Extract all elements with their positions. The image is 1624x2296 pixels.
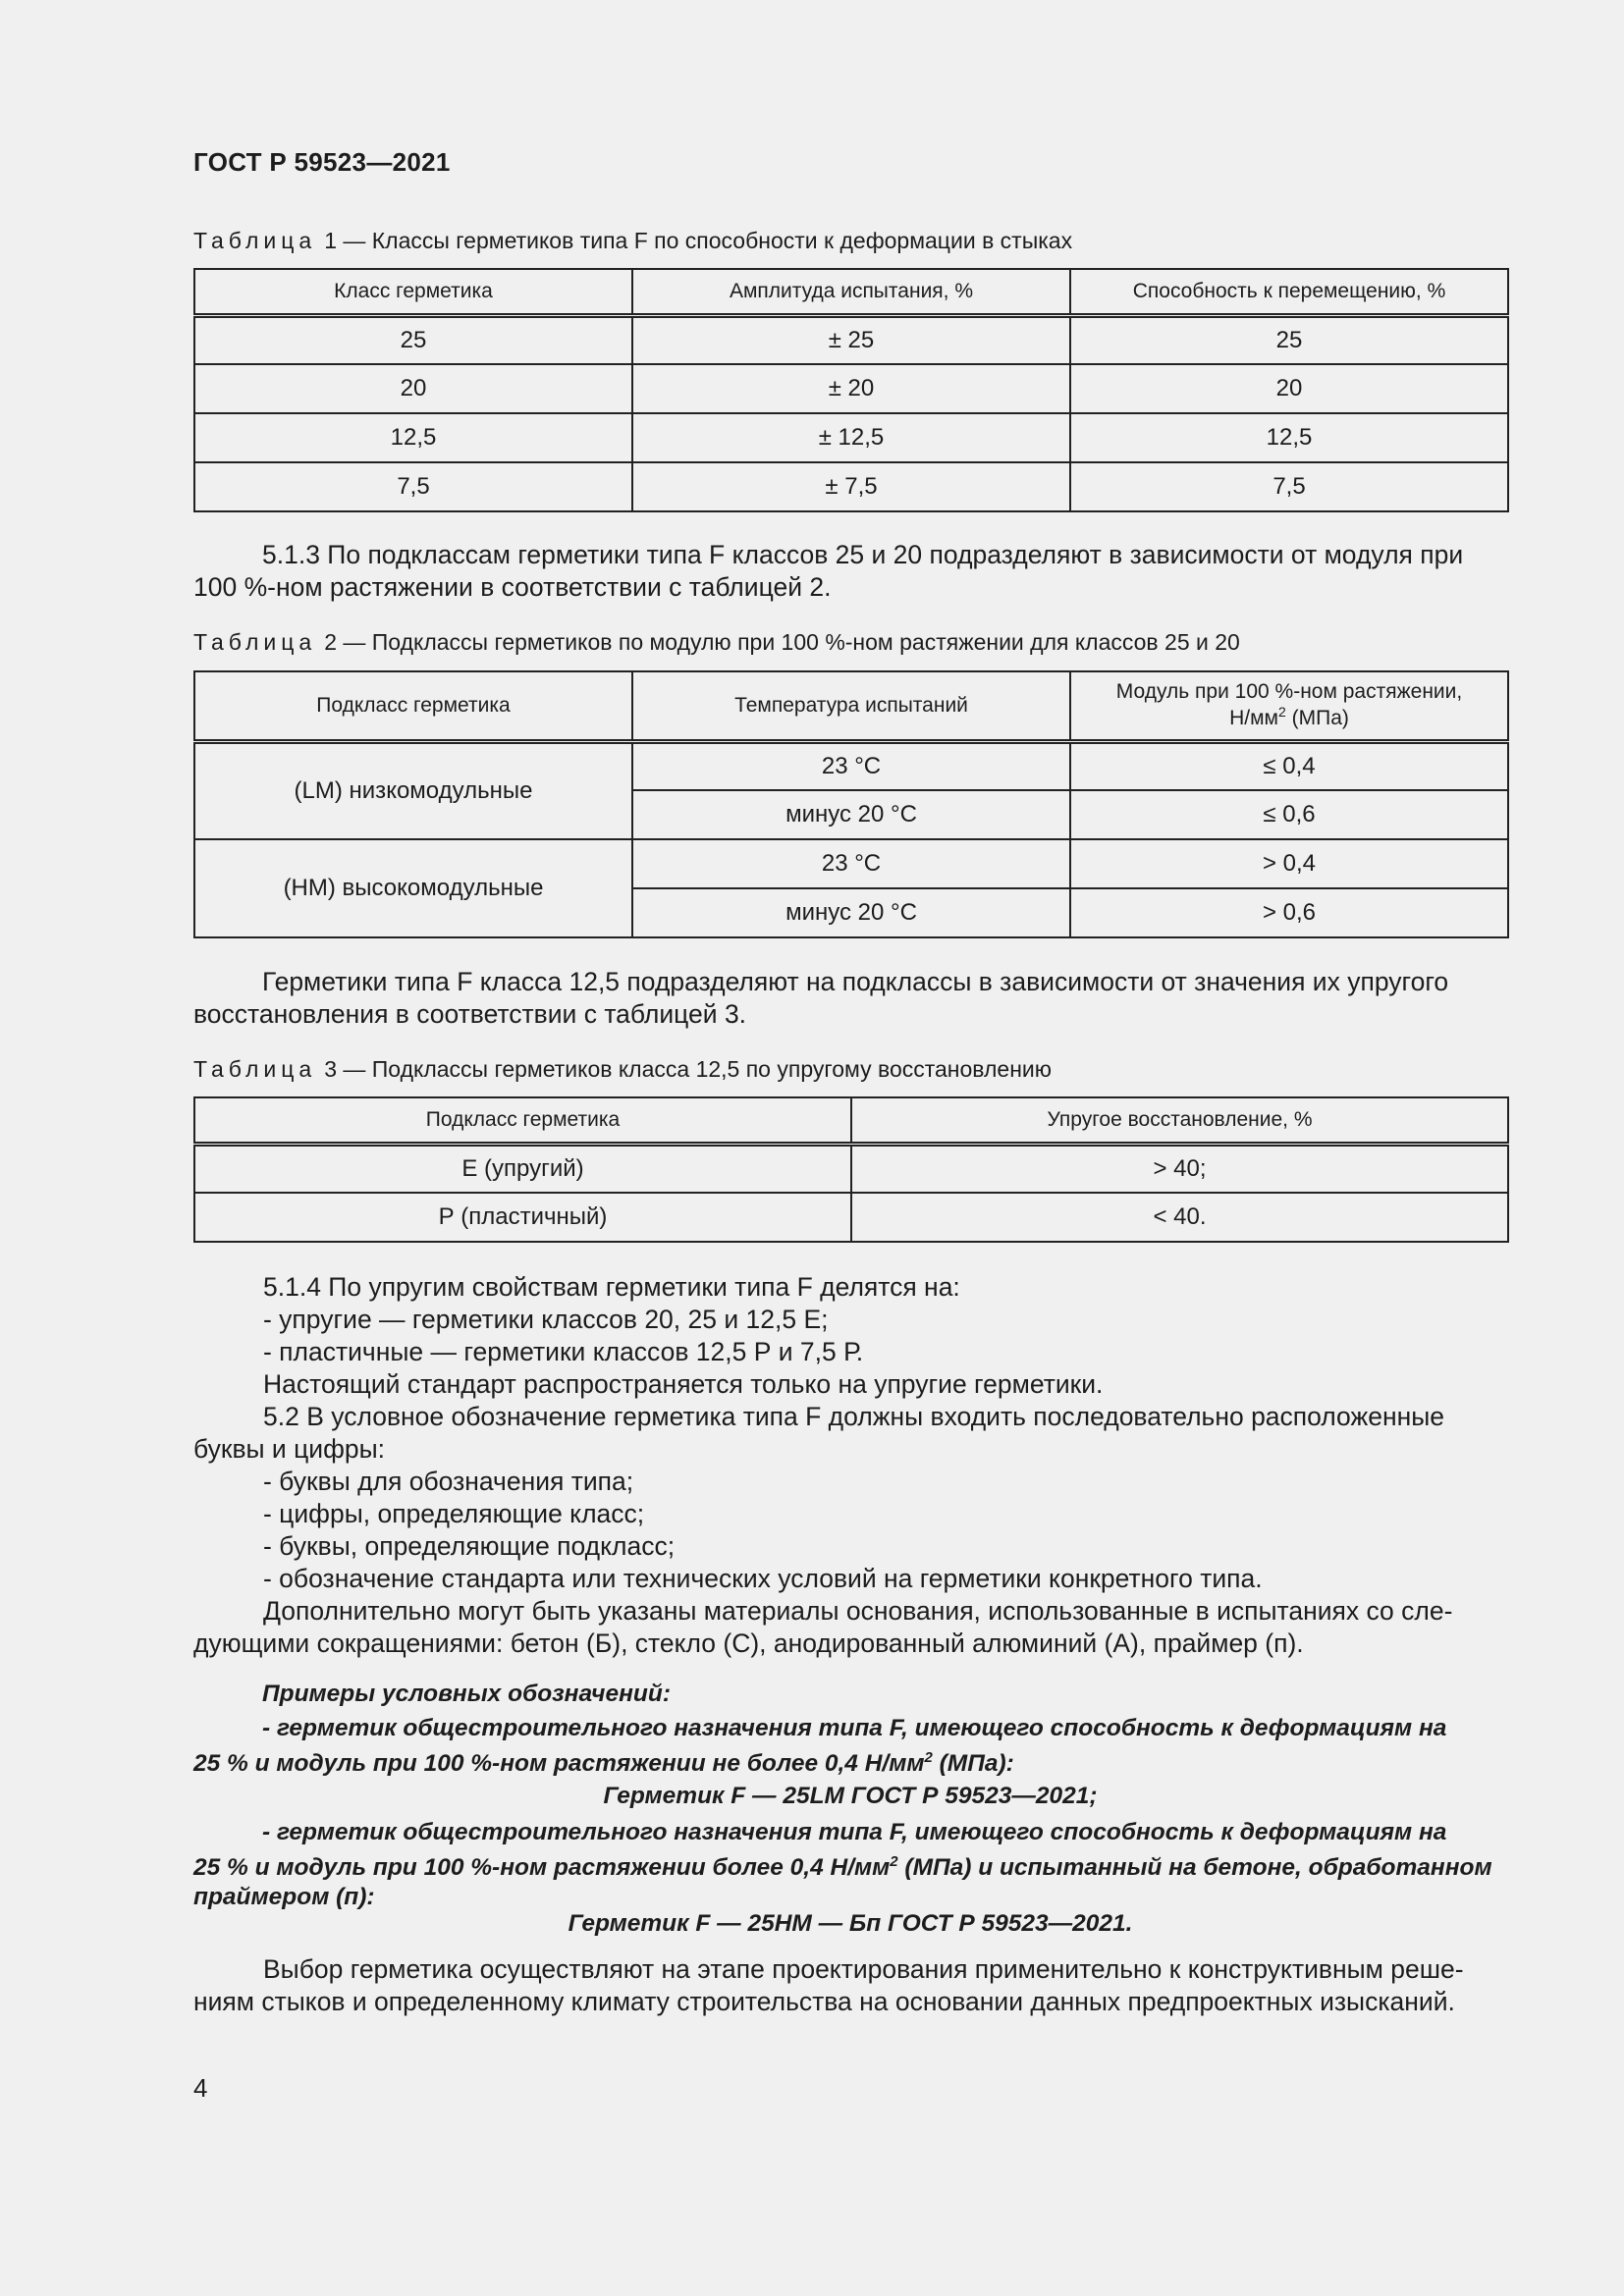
column-header: Температура испытаний: [632, 671, 1070, 741]
text-line: восстановления в соответствии с таблицей 3.: [193, 999, 747, 1029]
paragraph-class-12-5: [193, 966, 1507, 1031]
table-group-cell: (LM) низкомодульные: [194, 741, 632, 839]
table-cell: 25: [1070, 315, 1508, 364]
table-group-cell: (НМ) высокомодульные: [194, 839, 632, 937]
table-cell: ± 7,5: [632, 462, 1070, 511]
superscript: 2: [924, 1749, 933, 1766]
table-cell: 23 °С: [632, 839, 1070, 888]
table-row: [194, 1193, 1508, 1242]
example-line: - герметик общестроительного назначения типа F, имеющего способность к деформациям на: [262, 1819, 1447, 1845]
column-header-line: Модуль при 100 %-ном растяжении,: [1115, 680, 1463, 704]
table-cell: 7,5: [194, 462, 632, 511]
table-caption-word: Таблица: [193, 629, 317, 655]
example-1: [193, 1714, 1507, 1779]
page-number: 4: [193, 2073, 208, 2103]
list-item: - буквы, определяющие подкласс;: [263, 1531, 676, 1561]
table-cell: 20: [1070, 364, 1508, 413]
example-1-code: Герметик F — 25LM ГОСТ Р 59523—2021;: [603, 1783, 1098, 1809]
table-cell: 7,5: [1070, 462, 1508, 511]
list-item: - пластичные — герметики классов 12,5 Р и 7,5 Р.: [263, 1337, 864, 1366]
table-cell: > 0,6: [1070, 888, 1508, 937]
example-text: 25 % и модуль при 100 %-ном растяжении более 0,4 Н/мм: [193, 1854, 891, 1882]
column-header: Амплитуда испытания, %: [632, 269, 1070, 315]
table-cell: 25: [194, 315, 632, 364]
column-header: Упругое восстановление, %: [851, 1097, 1508, 1144]
list-item: - упругие — герметики классов 20, 25 и 12,5 Е;: [263, 1305, 829, 1334]
table-caption-text: 1 — Классы герметиков типа F по способности к деформации в стыках: [324, 228, 1073, 253]
superscript: 2: [1277, 704, 1286, 721]
table-cell: < 40.: [851, 1193, 1508, 1242]
table-cell: 12,5: [194, 413, 632, 462]
table-caption-word: Таблица: [193, 1056, 317, 1082]
text-line: 5.1.3 По подклассам герметики типа F классов 25 и 20 подразделяют в зависимости от модуля при: [262, 540, 1464, 569]
table-row: [194, 839, 1508, 888]
table-caption-text: 2 — Подклассы герметиков по модулю при 100 %-ном растяжении для классов 25 и 20: [324, 629, 1240, 655]
column-header: Класс герметика: [194, 269, 632, 315]
final-paragraph-line: ниям стыков и определенному климату строительства на основании данных предпроектных изысканий.: [193, 1987, 1455, 2016]
table-cell: 20: [194, 364, 632, 413]
text-line: Герметики типа F класса 12,5 подразделяют на подклассы в зависимости от значения их упругого: [262, 967, 1449, 996]
table-row: [194, 364, 1508, 413]
table-2: [193, 670, 1509, 938]
table-row: [194, 413, 1508, 462]
examples-heading: Примеры условных обозначений:: [262, 1681, 671, 1707]
table-caption-word: Таблица: [193, 228, 317, 253]
example-2-code: Герметик F — 25НМ — Бп ГОСТ Р 59523—2021.: [568, 1910, 1133, 1937]
table-cell: Е (упругий): [194, 1144, 851, 1193]
paragraph-5-1-4-intro: 5.1.4 По упругим свойствам герметики типа F делятся на:: [263, 1272, 960, 1302]
table-row: [194, 315, 1508, 364]
table-row: [194, 462, 1508, 511]
table-cell: > 40;: [851, 1144, 1508, 1193]
table-cell: ± 25: [632, 315, 1070, 364]
paragraph-5-2-line: буквы и цифры:: [193, 1434, 386, 1464]
table-header-row: [194, 269, 1508, 315]
example-line: праймером (п):: [193, 1884, 375, 1911]
column-header: Способность к перемещению, %: [1070, 269, 1508, 315]
table-cell: ≤ 0,4: [1070, 741, 1508, 790]
paragraph-5-2-line: Дополнительно могут быть указаны материалы основания, использованные в испытаниях со сле-: [263, 1596, 1453, 1626]
scope-note: Настоящий стандарт распространяется только на упругие герметики.: [263, 1369, 1104, 1399]
table-1: [193, 268, 1509, 512]
column-header: Подкласс герметика: [194, 671, 632, 741]
list-item: - обозначение стандарта или технических условий на герметики конкретного типа.: [263, 1564, 1263, 1593]
table-header-row: [194, 671, 1508, 741]
table-1-caption: [193, 228, 1072, 254]
example-line: [193, 1743, 1507, 1779]
column-header-unit: Н/мм: [1229, 707, 1278, 730]
table-cell: Р (пластичный): [194, 1193, 851, 1242]
table-caption-text: 3 — Подклассы герметиков класса 12,5 по упругому восстановлению: [324, 1056, 1053, 1082]
table-cell: > 0,4: [1070, 839, 1508, 888]
example-text: (МПа) и испытанный на бетоне, обработанном: [897, 1854, 1492, 1882]
column-header-unit: (МПа): [1285, 707, 1349, 730]
table-cell: 12,5: [1070, 413, 1508, 462]
final-paragraph-line: Выбор герметика осуществляют на этапе проектирования применительно к конструктивным реше-: [263, 1954, 1464, 1984]
example-line: [193, 1847, 1507, 1883]
table-cell: ≤ 0,6: [1070, 790, 1508, 839]
table-3: [193, 1096, 1509, 1243]
table-3-caption: [193, 1056, 1052, 1083]
superscript: 2: [890, 1853, 898, 1870]
paragraph-5-1-3: [193, 539, 1507, 604]
table-cell: ± 12,5: [632, 413, 1070, 462]
table-cell: ± 20: [632, 364, 1070, 413]
example-line: - герметик общестроительного назначения типа F, имеющего способность к деформациям на: [262, 1715, 1447, 1741]
text-line: 100 %-ном растяжении в соответствии с таблицей 2.: [193, 572, 832, 602]
table-2-caption: [193, 629, 1240, 656]
table-cell: 23 °С: [632, 741, 1070, 790]
column-header: [1070, 671, 1508, 741]
example-text: (МПа):: [932, 1750, 1014, 1778]
paragraph-5-2-line: дующими сокращениями: бетон (Б), стекло (С), анодированный алюминий (А), праймер (п).: [193, 1629, 1304, 1658]
paragraph-5-2-line: 5.2 В условное обозначение герметика типа F должны входить последовательно расположенные: [263, 1402, 1445, 1431]
column-header: Подкласс герметика: [194, 1097, 851, 1144]
document-header: ГОСТ Р 59523—2021: [193, 147, 451, 177]
table-row: [194, 741, 1508, 790]
example-text: 25 % и модуль при 100 %-ном растяжении не более 0,4 Н/мм: [193, 1750, 925, 1778]
list-item: - цифры, определяющие класс;: [263, 1499, 645, 1528]
table-cell: минус 20 °С: [632, 888, 1070, 937]
table-row: [194, 1144, 1508, 1193]
example-2: [193, 1818, 1507, 1912]
table-header-row: [194, 1097, 1508, 1144]
list-item: - буквы для обозначения типа;: [263, 1467, 634, 1496]
table-cell: минус 20 °С: [632, 790, 1070, 839]
